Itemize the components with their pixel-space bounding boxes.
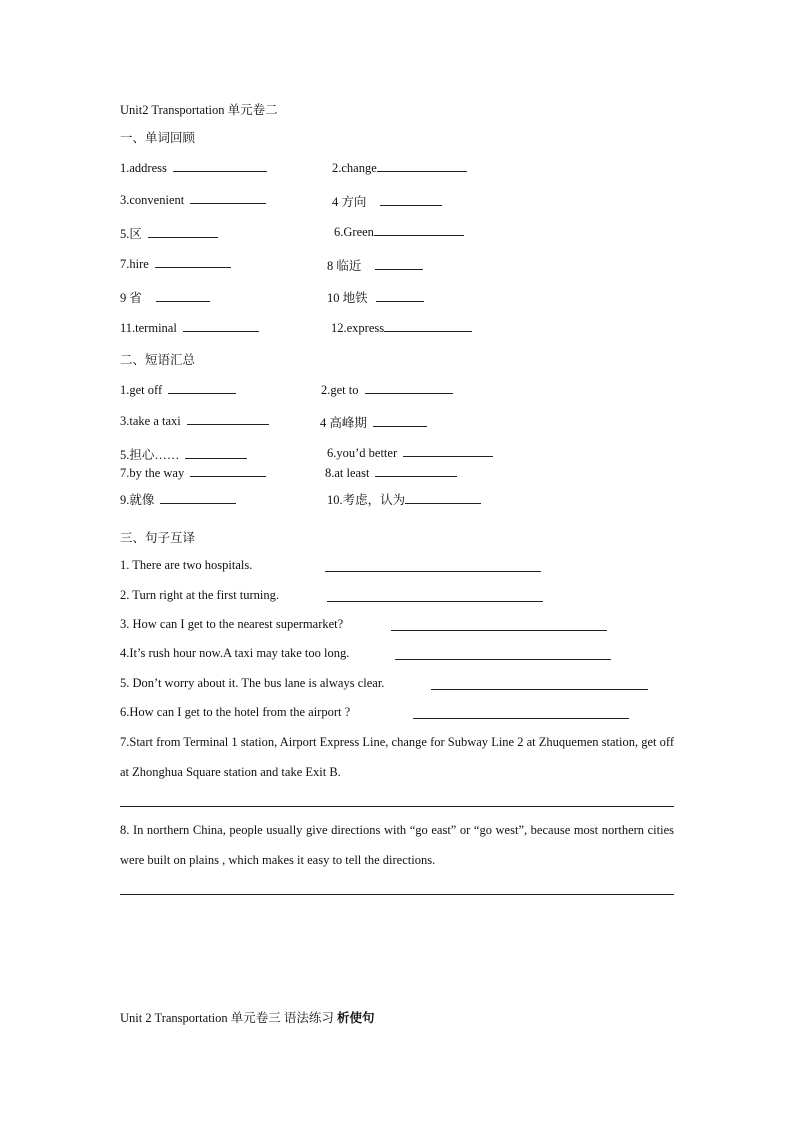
answer-blank[interactable] [375, 258, 423, 270]
phrase-item: 7.by the way [120, 465, 266, 481]
answer-blank[interactable] [403, 445, 493, 457]
answer-blank[interactable] [156, 290, 210, 302]
phrase-item: 3.take a taxi [120, 413, 269, 429]
vocab-item: 6.Green [334, 224, 464, 240]
answer-blank[interactable] [173, 160, 267, 172]
answer-blank[interactable] [384, 320, 472, 332]
sentence-item: 4.It’s rush hour now.A taxi may take too long. [120, 646, 350, 660]
answer-blank[interactable] [183, 320, 259, 332]
vocab-item: 4 方向 [332, 192, 442, 210]
answer-blank[interactable] [190, 192, 266, 204]
answer-blank[interactable] [187, 413, 269, 425]
sentence-long-7: 7.Start from Terminal 1 station, Airport Express Line, change for Subway Line 2 at Zhuquemen station, get off at Zhonghua Square station and take Exit B. [120, 735, 674, 779]
phrase-item: 4 高峰期 [320, 413, 427, 431]
phrase-item: 2.get to [321, 382, 453, 398]
phrase-item: 10.考虑，认为 [327, 490, 481, 508]
answer-blank[interactable] [375, 465, 457, 477]
phrase-item: 8.at least [325, 465, 457, 481]
answer-blank[interactable] [373, 415, 427, 427]
answer-blank[interactable] [377, 160, 467, 172]
section-heading-phrases: 二、短语汇总 [120, 353, 196, 367]
answer-blank[interactable] [374, 224, 464, 236]
vocab-item: 8 临近 [327, 256, 423, 274]
grammar-topic: 析使句 [337, 1011, 375, 1025]
next-unit-title: Unit 2 Transportation 单元卷三 语法练习 析使句 [120, 1011, 375, 1025]
answer-line[interactable] [395, 659, 611, 660]
answer-line[interactable] [325, 571, 541, 572]
sentence-item: 6.How can I get to the hotel from the airport ? [120, 705, 351, 719]
vocab-item: 11.terminal [120, 320, 259, 336]
sentence-item: 3. How can I get to the nearest supermarket? [120, 617, 344, 631]
answer-blank[interactable] [365, 382, 453, 394]
sentence-item: 2. Turn right at the first turning. [120, 588, 280, 602]
vocab-item: 3.convenient [120, 192, 266, 208]
answer-line[interactable] [120, 806, 674, 807]
answer-blank[interactable] [185, 447, 247, 459]
vocab-item: 9 省 [120, 288, 210, 306]
answer-blank[interactable] [168, 382, 236, 394]
vocab-item: 2.change [332, 160, 467, 176]
phrase-item: 9.就像 [120, 490, 236, 508]
answer-blank[interactable] [405, 492, 481, 504]
section-heading-vocab: 一、单词回顾 [120, 131, 196, 145]
answer-line[interactable] [120, 894, 674, 895]
sentence-item: 5. Don’t worry about it. The bus lane is always clear. [120, 676, 385, 690]
sentence-item: 1. There are two hospitals. [120, 558, 253, 572]
sentence-long-8: 8. In northern China, people usually give directions with “go east” or “go west”, because most northern cities were built on plains , which makes it easy to tell the directions. [120, 823, 674, 867]
phrase-item: 6.you’d better [327, 445, 493, 461]
answer-blank[interactable] [376, 290, 424, 302]
vocab-item: 7.hire [120, 256, 231, 272]
answer-blank[interactable] [190, 465, 266, 477]
vocab-item: 12.express [331, 320, 472, 336]
vocab-item: 1.address [120, 160, 267, 176]
answer-line[interactable] [327, 601, 543, 602]
answer-line[interactable] [413, 718, 629, 719]
phrase-item: 1.get off [120, 382, 236, 398]
answer-blank[interactable] [148, 226, 218, 238]
page-title: Unit2 Transportation 单元卷二 [120, 103, 278, 117]
answer-blank[interactable] [160, 492, 236, 504]
section-heading-translation: 三、句子互译 [120, 531, 196, 545]
answer-line[interactable] [391, 630, 607, 631]
answer-blank[interactable] [155, 256, 231, 268]
answer-line[interactable] [431, 689, 648, 690]
phrase-item: 5.担心…… [120, 445, 247, 463]
vocab-item: 5.区 [120, 224, 218, 242]
answer-blank[interactable] [380, 194, 442, 206]
vocab-item: 10 地铁 [327, 288, 424, 306]
